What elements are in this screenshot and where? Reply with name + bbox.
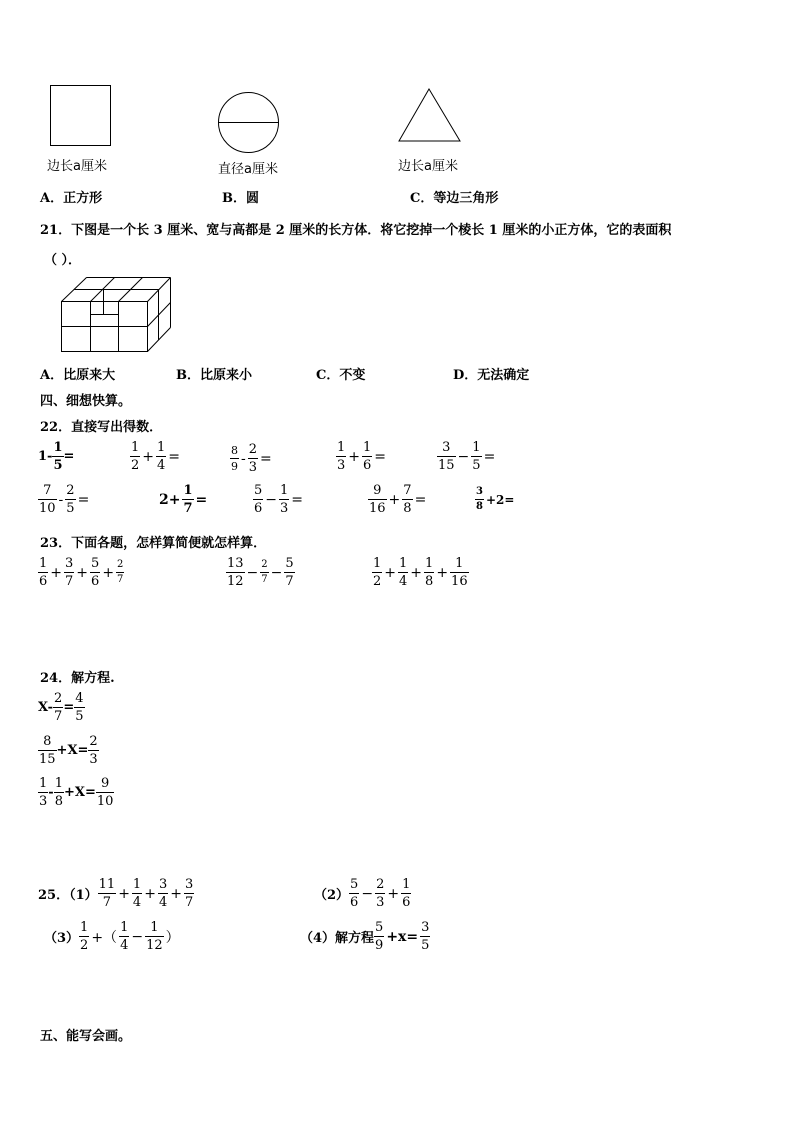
numerator: 2 bbox=[54, 691, 63, 706]
numerator: 1 bbox=[53, 440, 63, 455]
q21-option-d: D．无法确定 bbox=[453, 368, 530, 383]
q20-option-b: B．圆 bbox=[222, 191, 259, 206]
numerator: 1 bbox=[157, 440, 166, 455]
denominator: 9 bbox=[231, 460, 238, 473]
fraction bbox=[349, 878, 359, 909]
denominator: 7 bbox=[117, 574, 124, 585]
q23-expr-2 bbox=[226, 557, 295, 588]
numerator: 7 bbox=[38, 484, 57, 500]
denominator: 3 bbox=[337, 458, 346, 473]
fraction bbox=[336, 441, 346, 472]
part-label: （3） bbox=[44, 931, 80, 946]
equals-sign: = bbox=[63, 449, 75, 464]
denominator: 6 bbox=[91, 574, 100, 589]
equals-sign: = bbox=[260, 450, 272, 467]
operator: - bbox=[58, 491, 64, 508]
denominator: 15 bbox=[438, 458, 455, 473]
denominator: 3 bbox=[248, 460, 258, 475]
equals-sign: = bbox=[63, 700, 75, 715]
denominator: 7 bbox=[65, 574, 74, 589]
equals-sign: = bbox=[77, 491, 90, 508]
q22-item-1 bbox=[38, 441, 74, 472]
numerator: 8 bbox=[38, 735, 57, 751]
denominator: 7 bbox=[285, 574, 294, 589]
numerator: 5 bbox=[285, 556, 294, 571]
fraction bbox=[401, 878, 411, 909]
numerator: 2 bbox=[260, 560, 268, 573]
fraction bbox=[79, 921, 89, 952]
q21-option-b: B．比原来小 bbox=[176, 368, 252, 383]
q22-title: 22．直接写出得数． bbox=[40, 420, 163, 435]
q22-item-4 bbox=[336, 441, 388, 472]
q22-item-3 bbox=[230, 443, 274, 474]
fraction bbox=[74, 692, 84, 723]
fraction bbox=[182, 484, 193, 515]
equals-sign: = bbox=[483, 448, 496, 465]
denominator: 7 bbox=[54, 709, 63, 724]
numerator: 1 bbox=[145, 921, 164, 937]
fraction bbox=[96, 777, 115, 808]
denominator: 3 bbox=[280, 501, 289, 516]
circle-caption: 直径a厘米 bbox=[218, 162, 278, 177]
fraction bbox=[420, 921, 430, 952]
denominator: 8 bbox=[403, 501, 412, 516]
numerator: 11 bbox=[98, 877, 116, 892]
fraction bbox=[184, 878, 194, 909]
square-caption: 边长a厘米 bbox=[47, 159, 107, 174]
q22-item-2 bbox=[130, 441, 182, 472]
fraction bbox=[284, 557, 294, 588]
numerator: 3 bbox=[158, 877, 168, 892]
numerator: 1 bbox=[183, 483, 193, 498]
q25-part-2 bbox=[314, 878, 411, 909]
denominator: 6 bbox=[363, 458, 372, 473]
operator: + bbox=[118, 885, 130, 902]
numerator: 9 bbox=[96, 777, 115, 793]
numerator: 1 bbox=[131, 440, 140, 455]
section-4-heading: 四、细想快算。 bbox=[40, 394, 132, 409]
q20-option-c: C．等边三角形 bbox=[410, 191, 499, 206]
fraction bbox=[38, 735, 57, 766]
q21-question: 21．下图是一个长 3 厘米、宽与高都是 2 厘米的长方体．将它挖掉一个棱长 1 厘米的小正方体，它的表面积 bbox=[40, 223, 672, 238]
operator: − bbox=[131, 928, 144, 945]
denominator: 8 bbox=[425, 574, 434, 589]
numerator: 2 bbox=[248, 442, 258, 457]
numerator: 1 bbox=[399, 556, 408, 571]
part-label: （2） bbox=[314, 888, 350, 903]
q24-title: 24．解方程. bbox=[40, 671, 115, 686]
numerator: 13 bbox=[227, 556, 244, 571]
numerator: 1 bbox=[54, 776, 63, 791]
operator: − bbox=[246, 564, 259, 581]
denominator: 5 bbox=[66, 501, 75, 516]
fraction bbox=[471, 441, 481, 472]
denominator: 5 bbox=[75, 709, 84, 724]
expr-middle: +x= bbox=[386, 928, 419, 945]
fraction bbox=[402, 484, 412, 515]
fraction bbox=[450, 557, 469, 588]
denominator: 16 bbox=[369, 501, 386, 516]
fraction bbox=[64, 557, 74, 588]
numerator: 2 bbox=[376, 877, 385, 892]
operator: + bbox=[144, 885, 156, 902]
denominator: 6 bbox=[350, 895, 359, 910]
operator: − bbox=[270, 564, 283, 581]
numerator: 1 bbox=[80, 920, 89, 935]
operator: + bbox=[170, 885, 182, 902]
fraction bbox=[253, 484, 263, 515]
denominator: 4 bbox=[120, 938, 129, 953]
fraction bbox=[230, 445, 239, 472]
equals-sign: = bbox=[291, 491, 304, 508]
q22-item-8 bbox=[253, 484, 305, 515]
expr-middle: +X= bbox=[56, 743, 89, 758]
fraction bbox=[53, 692, 63, 723]
numerator: 1 bbox=[363, 440, 372, 455]
q24-equation-1 bbox=[38, 692, 85, 723]
denominator: 4 bbox=[158, 895, 168, 910]
numerator: 1 bbox=[39, 556, 48, 571]
denominator: 4 bbox=[399, 574, 408, 589]
fraction bbox=[116, 560, 124, 585]
denominator: 6 bbox=[39, 574, 48, 589]
q22-item-7 bbox=[157, 484, 209, 515]
denominator: 3 bbox=[376, 895, 385, 910]
numerator: 2 bbox=[116, 560, 124, 573]
numerator: 4 bbox=[75, 691, 84, 706]
circle-figure bbox=[218, 92, 280, 154]
operator: + bbox=[384, 564, 397, 581]
numerator: 1 bbox=[39, 776, 48, 791]
numerator: 5 bbox=[375, 920, 384, 935]
numerator: 1 bbox=[280, 483, 289, 498]
numerator: 7 bbox=[403, 483, 412, 498]
q22-item-6 bbox=[38, 484, 91, 515]
cuboid-figure bbox=[60, 276, 172, 354]
equals-sign: = bbox=[195, 491, 208, 508]
denominator: 2 bbox=[373, 574, 382, 589]
fraction bbox=[90, 557, 100, 588]
denominator: 4 bbox=[157, 458, 166, 473]
denominator: 8 bbox=[54, 794, 63, 809]
operator: − bbox=[457, 448, 470, 465]
q23-expr-1 bbox=[38, 557, 124, 588]
operator: - bbox=[241, 450, 246, 467]
numerator: 9 bbox=[368, 484, 387, 500]
numerator: 1 bbox=[425, 556, 434, 571]
fraction bbox=[132, 878, 142, 909]
q23-title: 23．下面各题，怎样算简便就怎样算． bbox=[40, 536, 267, 551]
operator: +（ bbox=[91, 929, 118, 946]
fraction bbox=[248, 443, 258, 474]
fraction bbox=[398, 557, 408, 588]
operator: + bbox=[387, 885, 400, 902]
q21-option-a: A．比原来大 bbox=[40, 368, 116, 383]
denominator: 16 bbox=[451, 574, 468, 589]
q25-part-3 bbox=[44, 921, 182, 952]
denominator: 10 bbox=[96, 794, 114, 809]
close-paren: ） bbox=[165, 929, 180, 946]
numerator: 5 bbox=[254, 483, 263, 498]
expr-suffix: +2= bbox=[485, 492, 515, 507]
equals-sign: = bbox=[414, 491, 427, 508]
numerator: 1 bbox=[373, 556, 382, 571]
fraction bbox=[424, 557, 434, 588]
square-figure bbox=[50, 85, 112, 147]
denominator: 10 bbox=[39, 501, 56, 516]
fraction bbox=[260, 560, 268, 585]
denominator: 12 bbox=[227, 574, 244, 589]
denominator: 5 bbox=[53, 458, 63, 473]
denominator: 2 bbox=[80, 938, 89, 953]
expr-middle: +X= bbox=[63, 785, 96, 800]
fraction bbox=[375, 878, 385, 909]
denominator: 6 bbox=[402, 895, 411, 910]
denominator: 12 bbox=[146, 938, 163, 953]
q23-expr-3 bbox=[372, 557, 469, 588]
numerator: 3 bbox=[421, 920, 430, 935]
fraction bbox=[38, 557, 48, 588]
numerator: 1 bbox=[132, 877, 142, 892]
denominator: 15 bbox=[39, 752, 56, 767]
q21-answer-blank: （ ）． bbox=[44, 253, 82, 268]
fraction bbox=[38, 484, 57, 515]
denominator: 8 bbox=[476, 501, 483, 512]
numerator: 5 bbox=[350, 877, 359, 892]
operator: + bbox=[142, 448, 155, 465]
denominator: 9 bbox=[375, 938, 384, 953]
q22-item-10 bbox=[475, 487, 516, 512]
equals-sign: = bbox=[168, 448, 181, 465]
denominator: 4 bbox=[132, 895, 142, 910]
part-label: （4）解方程 bbox=[300, 931, 375, 946]
operator: + bbox=[50, 564, 63, 581]
q21-option-c: C．不变 bbox=[316, 368, 366, 383]
numerator: 1 bbox=[472, 440, 481, 455]
fraction bbox=[65, 484, 75, 515]
denominator: 7 bbox=[102, 895, 112, 910]
fraction bbox=[52, 441, 63, 472]
fraction bbox=[279, 484, 289, 515]
fraction bbox=[374, 921, 384, 952]
section-5-heading: 五、能写会画。 bbox=[40, 1029, 132, 1044]
denominator: 7 bbox=[183, 501, 193, 516]
operator: + bbox=[102, 564, 115, 581]
fraction bbox=[437, 441, 456, 472]
fraction bbox=[158, 878, 168, 909]
denominator: 6 bbox=[254, 501, 263, 516]
numerator: 3 bbox=[437, 441, 456, 457]
triangle-caption: 边长a厘米 bbox=[398, 159, 458, 174]
expr-prefix: X- bbox=[38, 700, 54, 715]
fraction bbox=[156, 441, 166, 472]
q22-item-9 bbox=[368, 484, 428, 515]
fraction bbox=[98, 878, 117, 909]
fraction bbox=[88, 735, 98, 766]
numerator: 1 bbox=[337, 440, 346, 455]
q22-item-5 bbox=[437, 441, 497, 472]
fraction bbox=[368, 484, 387, 515]
numerator: 3 bbox=[475, 487, 484, 500]
numerator: 1 bbox=[402, 877, 411, 892]
operator: + bbox=[76, 564, 89, 581]
q25-part-1 bbox=[38, 878, 194, 909]
fraction bbox=[226, 557, 245, 588]
q25-part-4 bbox=[300, 921, 430, 952]
denominator: 7 bbox=[261, 574, 268, 585]
operator: - bbox=[48, 785, 54, 800]
fraction bbox=[130, 441, 140, 472]
triangle-figure bbox=[398, 88, 462, 144]
operator: − bbox=[265, 491, 278, 508]
fraction bbox=[372, 557, 382, 588]
q20-option-a: A．正方形 bbox=[40, 191, 103, 206]
numerator: 8 bbox=[231, 444, 238, 457]
denominator: 3 bbox=[39, 794, 48, 809]
denominator: 5 bbox=[472, 458, 481, 473]
numerator: 2 bbox=[66, 483, 75, 498]
operator: + bbox=[410, 564, 423, 581]
operator: + bbox=[348, 448, 361, 465]
numerator: 3 bbox=[184, 877, 194, 892]
expr-prefix: 2+ bbox=[159, 491, 181, 508]
numerator: 2 bbox=[89, 734, 98, 749]
equals-sign: = bbox=[374, 448, 387, 465]
operator: − bbox=[361, 885, 374, 902]
numerator: 1 bbox=[450, 557, 469, 573]
fraction bbox=[119, 921, 129, 952]
denominator: 3 bbox=[89, 752, 98, 767]
expr-prefix: 1- bbox=[38, 449, 53, 464]
q24-equation-3 bbox=[38, 777, 114, 808]
fraction bbox=[362, 441, 372, 472]
numerator: 3 bbox=[65, 556, 74, 571]
fraction bbox=[54, 777, 64, 808]
denominator: 5 bbox=[421, 938, 430, 953]
q24-equation-2 bbox=[38, 735, 99, 766]
part-label: 25．（1） bbox=[38, 888, 98, 903]
fraction bbox=[38, 777, 48, 808]
numerator: 5 bbox=[91, 556, 100, 571]
fraction bbox=[475, 487, 484, 512]
numerator: 1 bbox=[120, 920, 129, 935]
denominator: 7 bbox=[184, 895, 194, 910]
fraction bbox=[145, 921, 164, 952]
operator: + bbox=[436, 564, 449, 581]
denominator: 2 bbox=[131, 458, 140, 473]
operator: + bbox=[388, 491, 401, 508]
